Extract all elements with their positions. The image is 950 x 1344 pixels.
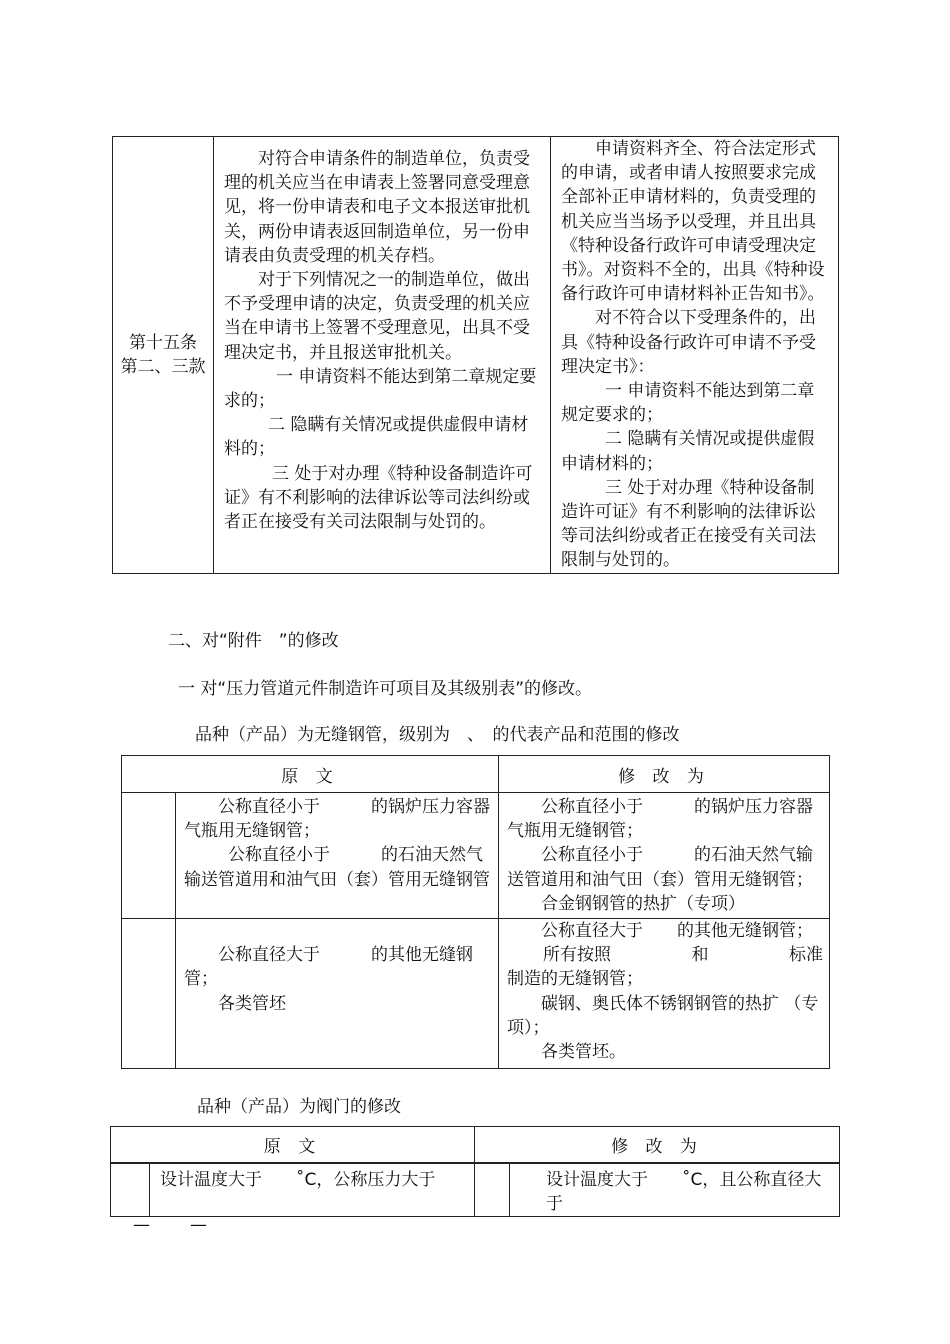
header-revised: 修 改 为 [499,756,830,793]
list-item: 一 申请资料不能达到第二章规定要求的； [561,381,815,426]
revised-cell: 设计温度大于 ˚C，且公称直径大于 [510,1163,840,1217]
paragraph: 对不符合以下受理条件的，出具《特种设备行政许可申请不予受理决定书》： [561,308,816,377]
header-original: 原 文 [111,1127,475,1163]
paragraph: 申请资料齐全、符合法定形式的申请，或者申请人按照要求完成全部补正申请材料的，负责受理的机关应当当场予以受理，并且出具《特种设备行政许可申请受理决定书》。对资料不全的，出具《特种设备行政许可申请材料补正告知书》。 [561,139,825,305]
standards-line: 所有按照 和 标准 [543,945,823,966]
paragraph: 公称直径小于 的锅炉压力容器气瓶用无缝钢管； [507,797,813,842]
paragraph: 制造的无缝钢管； [507,969,643,990]
list-item: 二 隐瞒有关情况或提供虚假申请材料的； [561,429,815,474]
paragraph: 公称直径小于 的石油天然气输送管道用和油气田（套）管用无缝钢管； [507,845,813,890]
provision-comparison-table [112,136,839,574]
article-cell [113,137,214,574]
valve-table [110,1126,840,1217]
level-cell [475,1163,510,1217]
paragraph: 公称直径小于 的锅炉压力容器气瓶用无缝钢管； [184,797,490,842]
original-cell: 设计温度大于 ˚C，公称压力大于 [150,1163,475,1217]
list-item: 三 处于对办理《特种设备制造许可证》有不利影响的法律诉讼等司法纠纷或者正在接受有关司法限制与处罚的。 [561,477,816,571]
list-item: 三 处于对办理《特种设备制造许可证》有不利影响的法律诉讼等司法纠纷或者正在接受有关司法限制与处罚的。 [224,463,533,533]
revised-cell [499,919,830,1069]
paragraph: 公称直径大于 的其他无缝钢管； [541,921,813,941]
paragraph: 合金钢钢管的热扩（专项） [541,893,745,914]
list-item: 二 隐瞒有关情况或提供虚假申请材料的； [224,415,529,460]
paragraph: 对符合申请条件的制造单位，负责受理的机关应当在申请表上签署同意受理意见，将一份申请表和电子文本报送审批机关，两份申请表返回制造单位，另一份申请表由负责受理的机关存档。 [224,149,530,266]
paragraph: 各类管坯。 [541,1042,626,1063]
original-cell [176,793,499,919]
subsection-heading: 一 对“压力管道元件制造许可项目及其级别表”的修改。 [178,679,593,699]
paragraph: 公称直径小于 的石油天然气输送管道用和油气田（套）管用无缝钢管 [184,845,490,890]
header-revised: 修 改 为 [475,1127,840,1163]
list-item: 一 申请资料不能达到第二章规定要求的； [224,366,537,412]
original-text-cell [214,137,551,574]
level-cell [111,1163,150,1217]
section-heading: 二、对“附件 ”的修改 [168,631,339,651]
seamless-pipe-table [121,755,830,1069]
revised-cell [499,793,830,919]
revised-text-cell [551,137,839,574]
page-number-dashes: — — [133,1215,209,1235]
paragraph: 各类管坯 [218,993,286,1014]
paragraph: 碳钢、奥氏体不锈钢钢管的热扩 （专项）； [507,993,819,1038]
table-caption: 品种（产品）为阀门的修改 [197,1097,401,1117]
header-original: 原 文 [122,756,499,793]
level-cell [122,919,176,1069]
original-cell [176,919,499,1069]
table-caption: 品种（产品）为无缝钢管，级别为 、 的代表产品和范围的修改 [195,725,680,745]
level-cell [122,793,176,919]
article-label: 第十五条 第二、三款 [120,332,206,377]
paragraph: 对于下列情况之一的制造单位，做出不予受理申请的决定，负责受理的机关应当在申请书上签署不受理意见，出具不受理决定书，并且报送审批机关。 [224,270,530,363]
paragraph: 公称直径大于 的其他无缝钢管； [184,945,473,990]
